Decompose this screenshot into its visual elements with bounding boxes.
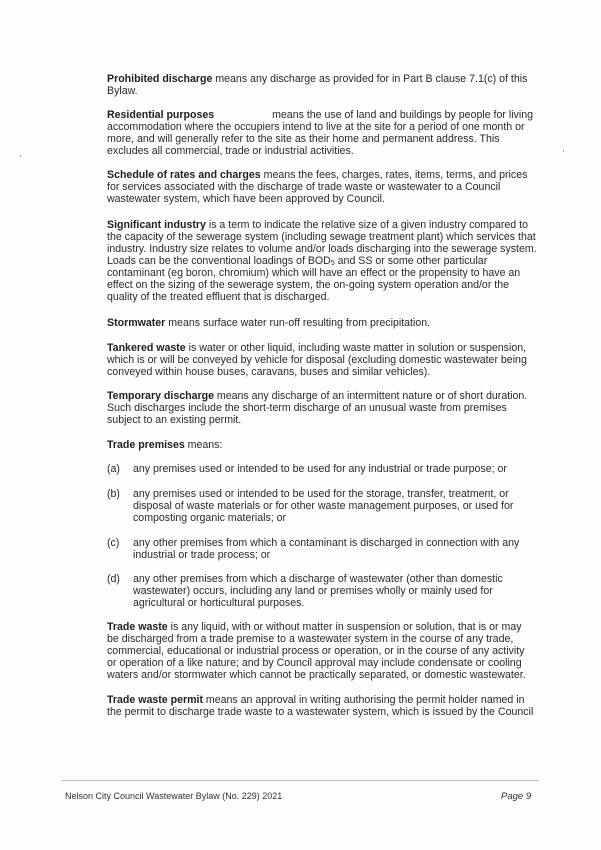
definition-term: Trade waste permit: [107, 694, 203, 706]
page-number: Page 9: [501, 791, 532, 802]
list-marker: (c): [107, 537, 120, 549]
definition-text: and SS or some other particular: [334, 255, 488, 267]
footer-rule: [62, 780, 539, 781]
list-item-text: wastewater) occurs, including any land or premises wholly or mainly used for: [133, 585, 493, 597]
list-item-text: any other premises from which a discharge of wastewater (other than domestic: [133, 573, 503, 585]
definition-term: Prohibited discharge: [107, 73, 213, 85]
definition-term: Significant industry: [107, 219, 206, 231]
definition-line: [107, 255, 487, 267]
definition-line: commercial, educational or industrial process or operation, or in the course of any activity: [107, 645, 525, 657]
definition-term: Temporary discharge: [107, 390, 214, 402]
definition-text: means any discharge of an intermittent nature or of short duration.: [213, 390, 528, 402]
definition-text: means the fees, charges, rates, items, terms, and prices: [260, 169, 528, 181]
definition-line: [107, 621, 522, 633]
definition-term: Trade premises: [107, 439, 185, 451]
definition-line: [107, 169, 527, 181]
definition-text: is a term to indicate the relative size of a given industry compared to: [205, 219, 528, 231]
scan-speck: [563, 150, 564, 152]
list-item-text: any other premises from which a contaminant is discharged in connection with any: [133, 537, 520, 549]
definition-text: means an approval in writing authorising the permit holder named in: [202, 694, 525, 706]
definition-text: Loads can be the conventional loadings of BOD: [107, 255, 331, 267]
list-item-text: agricultural or horticultural purposes.: [133, 597, 305, 609]
definition-text: is water or other liquid, including waste matter in solution or suspension,: [185, 342, 527, 354]
definition-line: [107, 317, 430, 329]
definition-line: Bylaw.: [107, 85, 138, 97]
definition-line: which is or will be conveyed by vehicle for disposal (excluding domestic wastewater being: [107, 354, 527, 366]
list-marker: (b): [107, 488, 120, 500]
definition-line: for services associated with the discharge of trade waste or wastewater to a Council: [107, 181, 501, 193]
definition-line: quality of the treated effluent that is discharged.: [107, 291, 330, 303]
definition-term: Trade waste: [107, 621, 168, 633]
definition-term: Schedule of rates and charges: [107, 169, 261, 181]
definition-line: excludes all commercial, trade or industrial activities.: [107, 145, 354, 157]
definition-line: [107, 73, 527, 85]
list-marker: (a): [107, 463, 120, 475]
definition-term: Stormwater: [107, 317, 166, 329]
footer-document-title: Nelson City Council Wastewater Bylaw (No. 229) 2021: [65, 791, 283, 801]
definition-text: is any liquid, with or without matter in suspension or solution, that is or may: [167, 621, 522, 633]
definition-line: wastewater system, which have been approved by Council.: [107, 193, 385, 205]
definition-line: conveyed within house buses, caravans, buses and similar vehicles).: [107, 366, 431, 378]
subscript: 5: [330, 260, 335, 267]
list-item-text: any premises used or intended to be used for any industrial or trade purpose; or: [133, 463, 507, 475]
definition-line: waters and/or stormwater which cannot be practically separated, or domestic wastewater.: [107, 669, 526, 681]
definition-line: [107, 342, 526, 354]
definition-line: subject to an existing permit.: [107, 414, 242, 426]
definition-term: Tankered waste: [107, 342, 186, 354]
list-item-text: composting organic materials; or: [133, 512, 287, 524]
definition-text: means:: [184, 439, 223, 451]
definition-text: means surface water run-off resulting from precipitation.: [165, 317, 431, 329]
definition-text: means the use of land and buildings by people for living: [272, 109, 533, 121]
list-marker: (d): [107, 573, 120, 585]
definition-line: [107, 219, 528, 231]
definition-line: or operation of a like nature; and by Council approval may include condensate or cooling: [107, 657, 522, 669]
definition-line: [107, 694, 525, 706]
definition-line: be discharged from a trade premise to a wastewater system in the course of any trade,: [107, 633, 514, 645]
definition-line: Such discharges include the short-term discharge of an unusual waste from premises: [107, 402, 507, 414]
definition-line: the capacity of the sewerage system (including sewage treatment plant) which services that: [107, 231, 536, 243]
definition-line: [107, 109, 533, 121]
list-item-text: disposal of waste materials or for other waste management purposes, or used for: [133, 500, 514, 512]
definition-line: industry. Industry size relates to volume and/or loads discharging into the sewerage system.: [107, 243, 537, 255]
definition-line: the permit to discharge trade waste to a wastewater system, which is issued by the Council: [107, 706, 534, 718]
list-item-text: industrial or trade process; or: [133, 549, 271, 561]
definition-line: more, and will generally refer to the site as their home and permanent address. This: [107, 133, 500, 145]
definition-line: effect on the sizing of the sewerage system, the on-going system operation and/or the: [107, 279, 510, 291]
list-item-text: any premises used or intended to be used for the storage, transfer, treatment, or: [133, 488, 509, 500]
scan-speck: [20, 155, 21, 157]
definition-line: [107, 439, 222, 451]
definition-line: accommodation where the occupiers intend to live at the site for a period of one month or: [107, 121, 525, 133]
definition-line: contaminant (eg boron, chromium) which will have an effect or the propensity to have an: [107, 267, 521, 279]
definition-line: [107, 390, 527, 402]
definition-term: Residential purposes: [107, 109, 215, 121]
definition-text: means any discharge as provided for in Part B clause 7.1(c) of this: [212, 73, 528, 85]
